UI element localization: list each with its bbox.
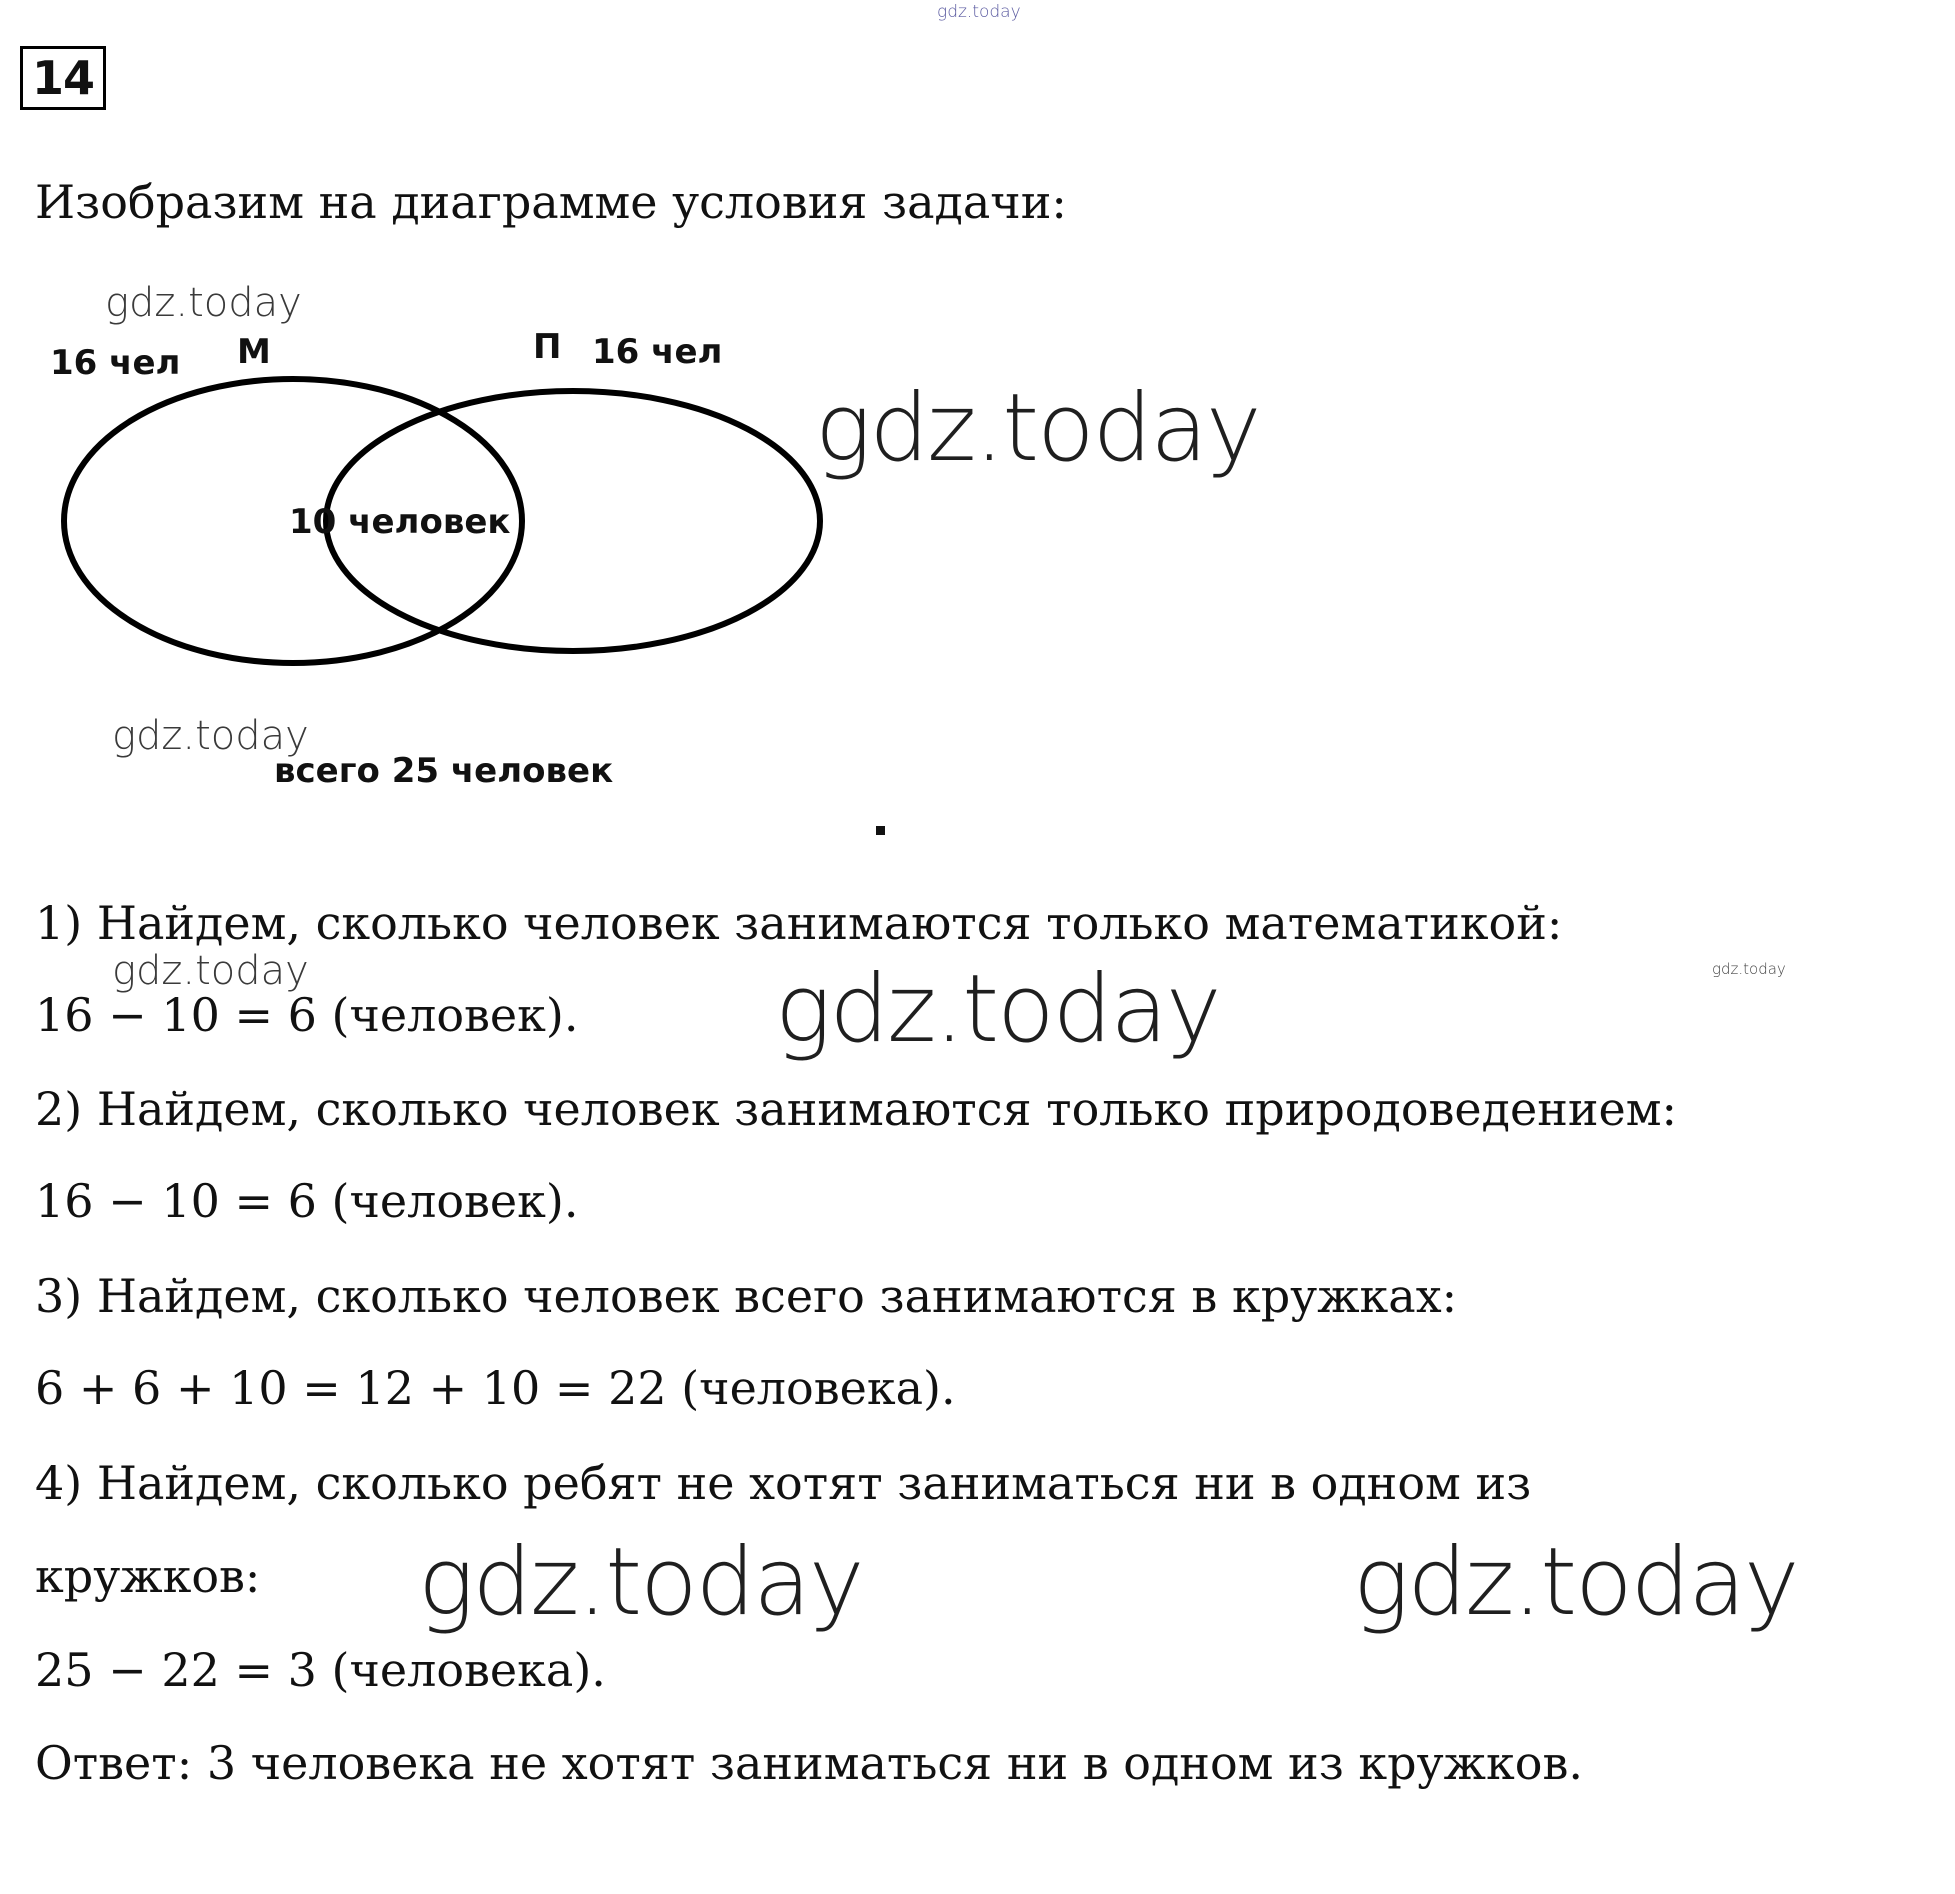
step-3-text: 3) Найдем, сколько человек всего занимаются в кружках:: [35, 1269, 1458, 1323]
watermark-step-1-large: gdz.today: [775, 955, 1220, 1064]
step-4-calc: 25 − 22 = 3 (человека).: [35, 1643, 606, 1697]
stray-dot: [876, 826, 885, 835]
watermark-diagram-3: gdz.today: [112, 713, 309, 759]
watermark-top: gdz.today: [937, 2, 1021, 22]
step-1-calc: 16 − 10 = 6 (человек).: [35, 988, 579, 1042]
total-label: всего 25 человек: [274, 751, 614, 791]
watermark-step-1: gdz.today: [112, 948, 309, 994]
answer-text: Ответ: 3 человека не хотят заниматься ни в одном из кружков.: [35, 1736, 1583, 1790]
set-m-label: М: [237, 332, 271, 372]
intro-text: Изобразим на диаграмме условия задачи:: [35, 175, 1067, 229]
problem-number: 14: [20, 46, 106, 110]
step-2-text: 2) Найдем, сколько человек занимаются только природоведением:: [35, 1082, 1678, 1136]
intersection-label: 10 человек: [289, 502, 511, 542]
step-1-text: 1) Найдем, сколько человек занимаются только математикой:: [35, 896, 1563, 950]
step-4-text-cont: кружков:: [35, 1549, 261, 1603]
step-4-text: 4) Найдем, сколько ребят не хотят заниматься ни в одном из: [35, 1456, 1532, 1510]
watermark-right-small: gdz.today: [1712, 960, 1786, 978]
watermark-bottom-2: gdz.today: [1353, 1528, 1798, 1637]
set-m-count: 16 чел: [50, 343, 181, 383]
step-2-calc: 16 − 10 = 6 (человек).: [35, 1174, 579, 1228]
watermark-bottom-1: gdz.today: [418, 1528, 863, 1637]
step-3-calc: 6 + 6 + 10 = 12 + 10 = 22 (человека).: [35, 1361, 956, 1415]
watermark-diagram-2: gdz.today: [815, 374, 1260, 483]
set-p-label: П: [533, 327, 562, 367]
set-p-count: 16 чел: [592, 332, 723, 372]
watermark-diagram-1: gdz.today: [105, 280, 302, 326]
